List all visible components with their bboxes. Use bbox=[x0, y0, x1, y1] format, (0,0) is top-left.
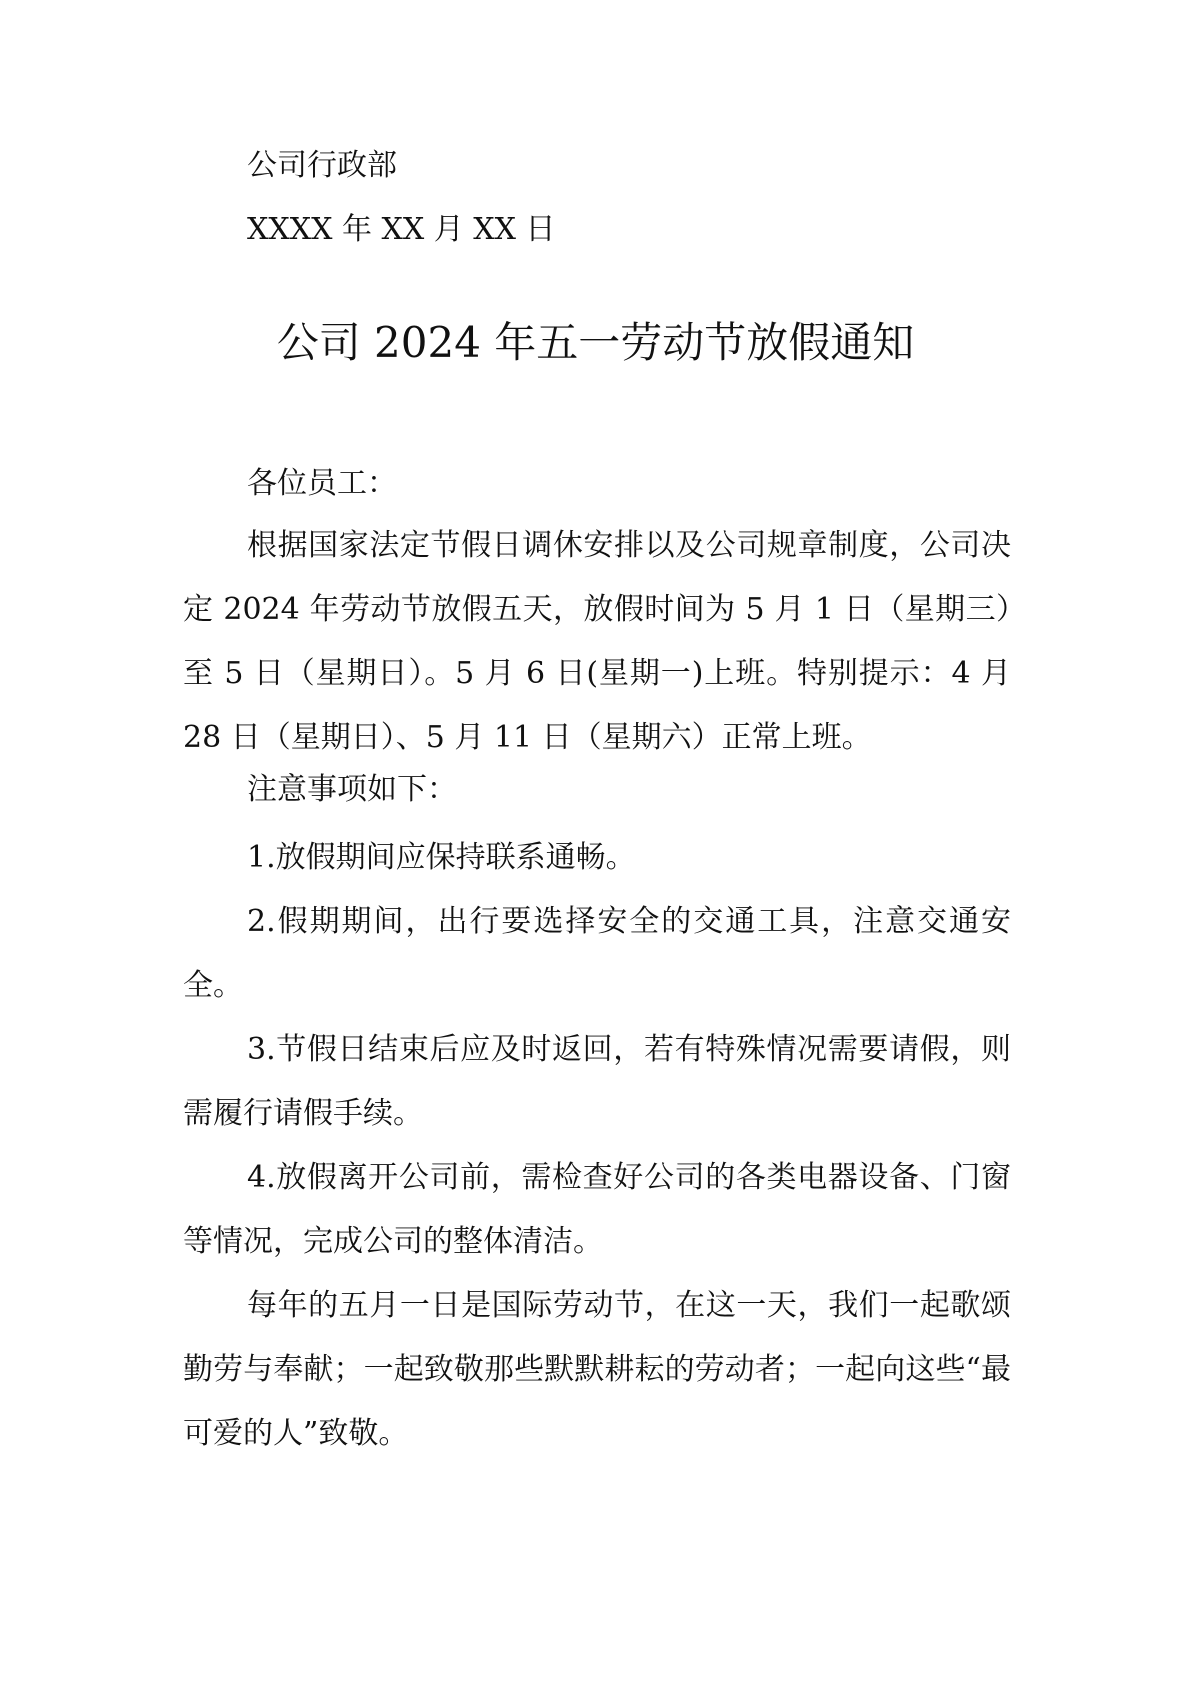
note-item-2: 2.假期期间，出行要选择安全的交通工具，注意交通安全。 bbox=[183, 904, 1011, 1003]
closing-paragraph: 每年的五月一日是国际劳动节，在这一天，我们一起歌颂勤劳与奉献；一起致敬那些默默耕耘的劳动者；一起向这些“最可爱的人”致敬。 bbox=[183, 1288, 1011, 1451]
note-item-1: 1.放假期间应保持联系通畅。 bbox=[247, 840, 636, 875]
main-paragraph: 根据国家法定节假日调休安排以及公司规章制度，公司决定 2024 年劳动节放假五天，放假时间为 5 月 1 日（星期三）至 5 日（星期日）。5 月 6 日(星期一)上班。特别提示：4 月 28 日（星期日）、5 月 11 日（星期六）正常上班。 bbox=[183, 528, 1011, 755]
note-item-3: 3.节假日结束后应及时返回，若有特殊情况需要请假，则需履行请假手续。 bbox=[183, 1032, 1011, 1131]
notice-title: 公司 2024 年五一劳动节放假通知 bbox=[276, 318, 915, 367]
issue-date: XXXX 年 XX 月 XX 日 bbox=[247, 212, 556, 247]
note-item-4: 4.放假离开公司前，需检查好公司的各类电器设备、门窗等情况，完成公司的整体清洁。 bbox=[183, 1160, 1011, 1259]
issuing-department: 公司行政部 bbox=[247, 148, 397, 183]
salutation: 各位员工： bbox=[247, 466, 397, 501]
notes-heading: 注意事项如下： bbox=[247, 772, 457, 807]
